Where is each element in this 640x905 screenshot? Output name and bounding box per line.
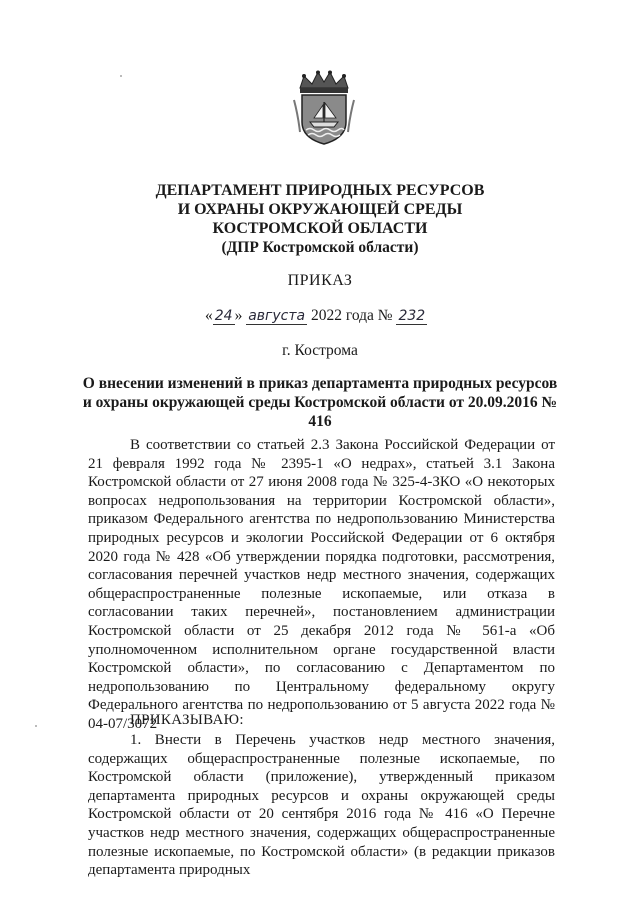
date-close-quote: »	[234, 307, 243, 324]
order-items-block	[88, 731, 555, 880]
order-subject: О внесении изменений в приказ департамента природных ресурсов и охраны окружающей среды Костромской области от 20.09.2016 № 416	[82, 375, 558, 430]
department-short-name: (ДПР Костромской области)	[221, 239, 419, 256]
scan-speck	[35, 725, 37, 727]
department-name-line-3: КОСТРОМСКОЙ ОБЛАСТИ	[212, 220, 428, 237]
department-name-line-2: И ОХРАНЫ ОКРУЖАЮЩЕЙ СРЕДЫ	[177, 201, 463, 218]
preamble-paragraph: В соответствии со статьей 2.3 Закона Российской Федерации от 21 февраля 1992 года № 2395-1 «О недрах», статьей 3.1 Закона Костромской области от 27 июня 2008 года № 325-4-ЗКО «О некоторых вопросах недропользования на территории Костромской области», приказом Федерального агентства по недропользованию Министерства природных ресурсов и экологии Российской Федерации от 6 октября 2020 года № 428 «Об утверждении порядка подготовки, рассмотрения, согласования перечней участков недр местного значения, содержащих общераспространенные полезные ископаемые, или отказа в согласовании таких перечней», постановлением администрации Костромской области от 25 декабря 2012 года № 561-а «Об уполномоченном исполнительном органе государственной власти Костромской области», по согласованию с Департаментом по недропользованию по Центральному федеральному округу Федерального агентства по недропользованию от 5 августа 2022 года № 04-07/3072	[88, 437, 555, 732]
order-date-line	[205, 307, 427, 325]
date-year-text: 2022 года №	[310, 307, 393, 324]
date-day-handwritten: 24	[214, 308, 233, 324]
city-name: г. Кострома	[282, 342, 358, 359]
preamble-block	[88, 436, 555, 734]
date-open-quote: «	[205, 307, 213, 324]
department-name-line-1: ДЕПАРТАМЕНТ ПРИРОДНЫХ РЕСУРСОВ	[155, 182, 485, 199]
department-header	[0, 181, 640, 257]
date-day	[205, 307, 213, 324]
order-title: ПРИКАЗ	[287, 272, 353, 289]
scan-speck	[120, 75, 122, 77]
date-month-handwritten: августа	[248, 308, 306, 324]
order-word: ПРИКАЗЫВАЮ:	[130, 712, 244, 728]
order-item-1: 1. Внести в Перечень участков недр местного значения, содержащих общераспространенные полезные ископаемые, по Костромской области (приложение), утвержденный приказом департамента природных ресурсов и охраны окружающей среды Костромской области от 20 сентября 2016 года № 416 «О Перечне участков недр местного значения, содержащих общераспространенные полезные ископаемые, по Костромской области» (в редакции приказов департамента природных	[88, 732, 555, 879]
order-number-handwritten: 232	[398, 308, 426, 324]
kostroma-coat-of-arms-icon	[290, 70, 358, 146]
